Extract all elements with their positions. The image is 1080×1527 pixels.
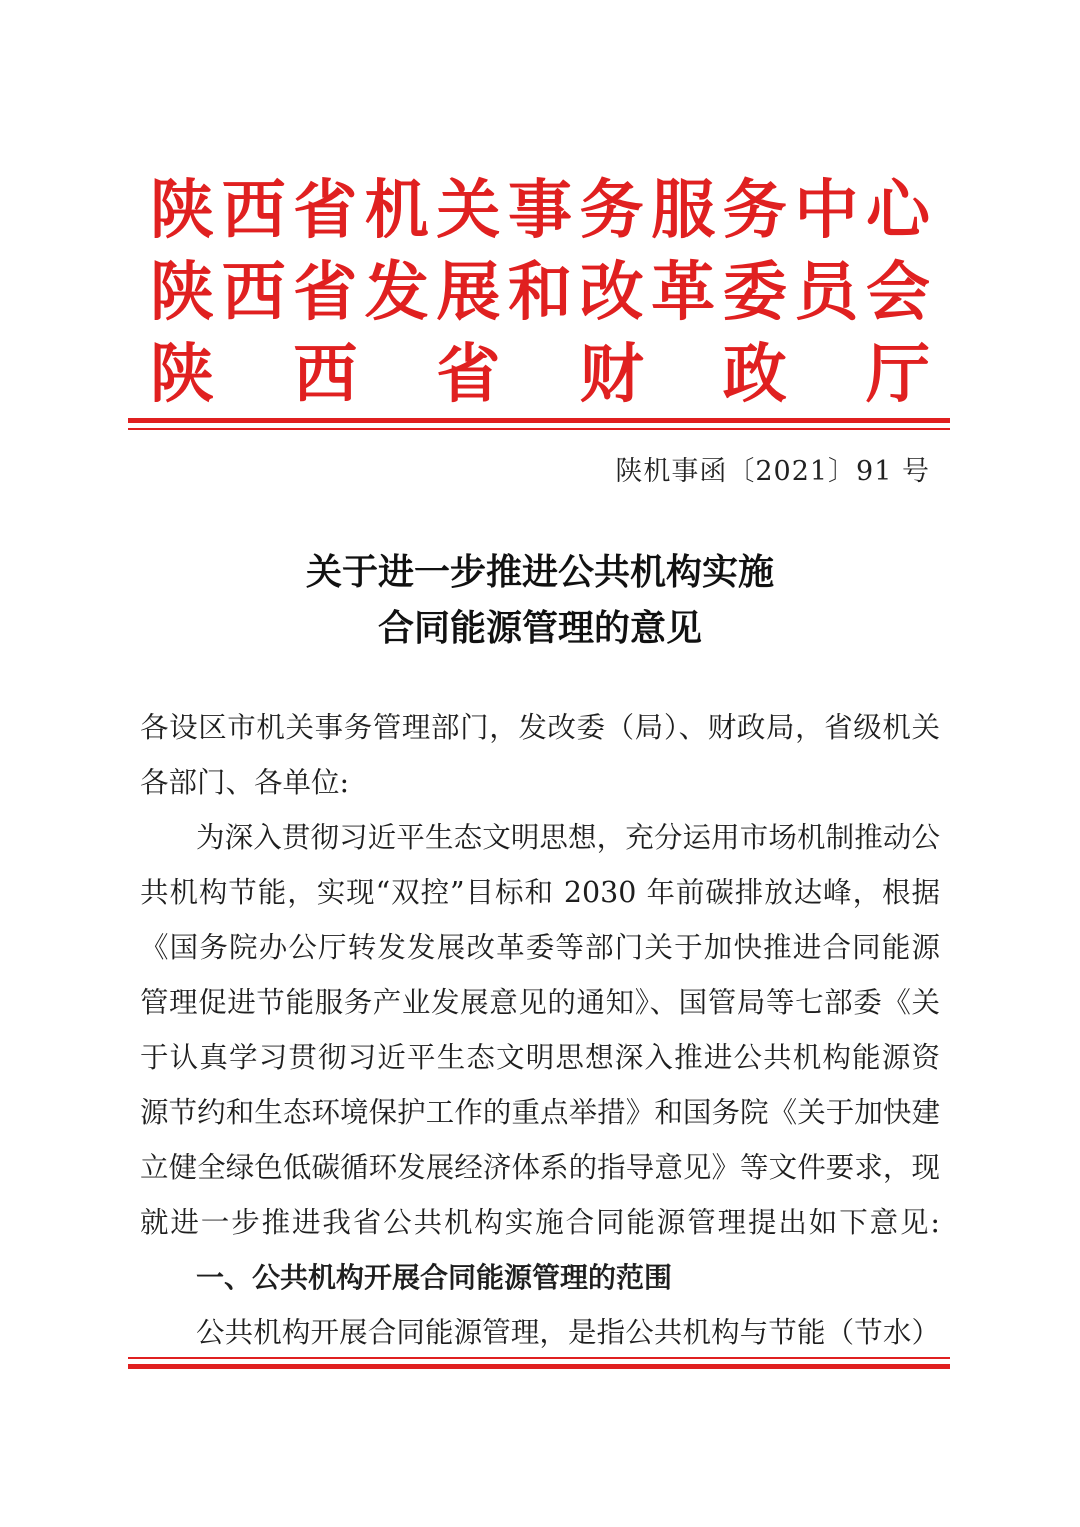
letterhead-char: 委 (722, 256, 787, 330)
paragraph-1-line-2: 共机构节能，实现“双控”目标和 2030 年前碳排放达峰，根据 (140, 876, 940, 909)
letterhead-char: 西 (293, 338, 358, 412)
letterhead-char: 厅 (865, 338, 930, 412)
letterhead-line-1 (150, 173, 930, 249)
letterhead-line-2 (150, 255, 930, 331)
header-divider-thick (128, 418, 950, 423)
paragraph-1-line-5: 于认真学习贯彻习近平生态文明思想深入推进公共机构能源资 (140, 1041, 940, 1074)
paragraph-1-line-8: 就进一步推进我省公共机构实施合同能源管理提出如下意见: (140, 1206, 940, 1239)
letterhead-line-3 (150, 337, 930, 413)
letterhead-char: 省 (436, 338, 501, 412)
letterhead-char: 事 (507, 174, 572, 248)
header-divider-thin (128, 428, 950, 430)
letterhead-char: 展 (436, 256, 501, 330)
paragraph-1-line-1: 为深入贯彻习近平生态文明思想，充分运用市场机制推动公 (196, 821, 940, 854)
letterhead-char: 西 (221, 256, 286, 330)
letterhead-char: 改 (579, 256, 644, 330)
letterhead-char: 陕 (150, 174, 214, 248)
letterhead-char: 中 (794, 174, 859, 248)
letterhead-char: 省 (293, 174, 358, 248)
letterhead-char: 员 (794, 256, 859, 330)
letterhead-char: 财 (579, 338, 644, 412)
letterhead-char: 关 (436, 174, 501, 248)
section-1-heading: 一、公共机构开展合同能源管理的范围 (196, 1261, 673, 1294)
letterhead-char: 陕 (150, 256, 214, 330)
letterhead-char: 机 (364, 174, 429, 248)
letterhead-char: 和 (507, 256, 572, 330)
salutation-line-1: 各设区市机关事务管理部门，发改委（局）、财政局，省级机关 (140, 711, 940, 744)
paragraph-1-line-7: 立健全绿色低碳循环发展经济体系的指导意见》等文件要求，现 (140, 1151, 940, 1184)
letterhead-char: 务 (722, 174, 787, 248)
paragraph-1-line-6: 源节约和生态环境保护工作的重点举措》和国务院《关于加快建 (140, 1096, 940, 1129)
title-line-1: 关于进一步推进公共机构实施 (305, 552, 774, 593)
footer-divider-thin (128, 1357, 950, 1359)
letterhead-char: 务 (579, 174, 644, 248)
letterhead-char: 发 (364, 256, 429, 330)
letterhead-char: 西 (221, 174, 286, 248)
letterhead-char: 省 (293, 256, 358, 330)
salutation-line-2: 各部门、各单位: (140, 766, 350, 799)
document-number: 陕机事函〔2021〕91 号 (615, 456, 930, 487)
paragraph-2-line-1: 公共机构开展合同能源管理，是指公共机构与节能（节水） (196, 1316, 940, 1349)
footer-divider-thick (128, 1364, 950, 1369)
title-line-2: 合同能源管理的意见 (377, 608, 702, 649)
letterhead-char: 陕 (150, 338, 214, 412)
letterhead-char: 政 (722, 338, 787, 412)
letterhead-char: 革 (651, 256, 716, 330)
paragraph-1-line-4: 管理促进节能服务产业发展意见的通知》、国管局等七部委《关 (140, 986, 940, 1019)
letterhead-char: 心 (865, 174, 930, 248)
letterhead-char: 会 (865, 256, 930, 330)
letterhead-char: 服 (651, 174, 716, 248)
paragraph-1-line-3: 《国务院办公厅转发发展改革委等部门关于加快推进合同能源 (140, 931, 940, 964)
